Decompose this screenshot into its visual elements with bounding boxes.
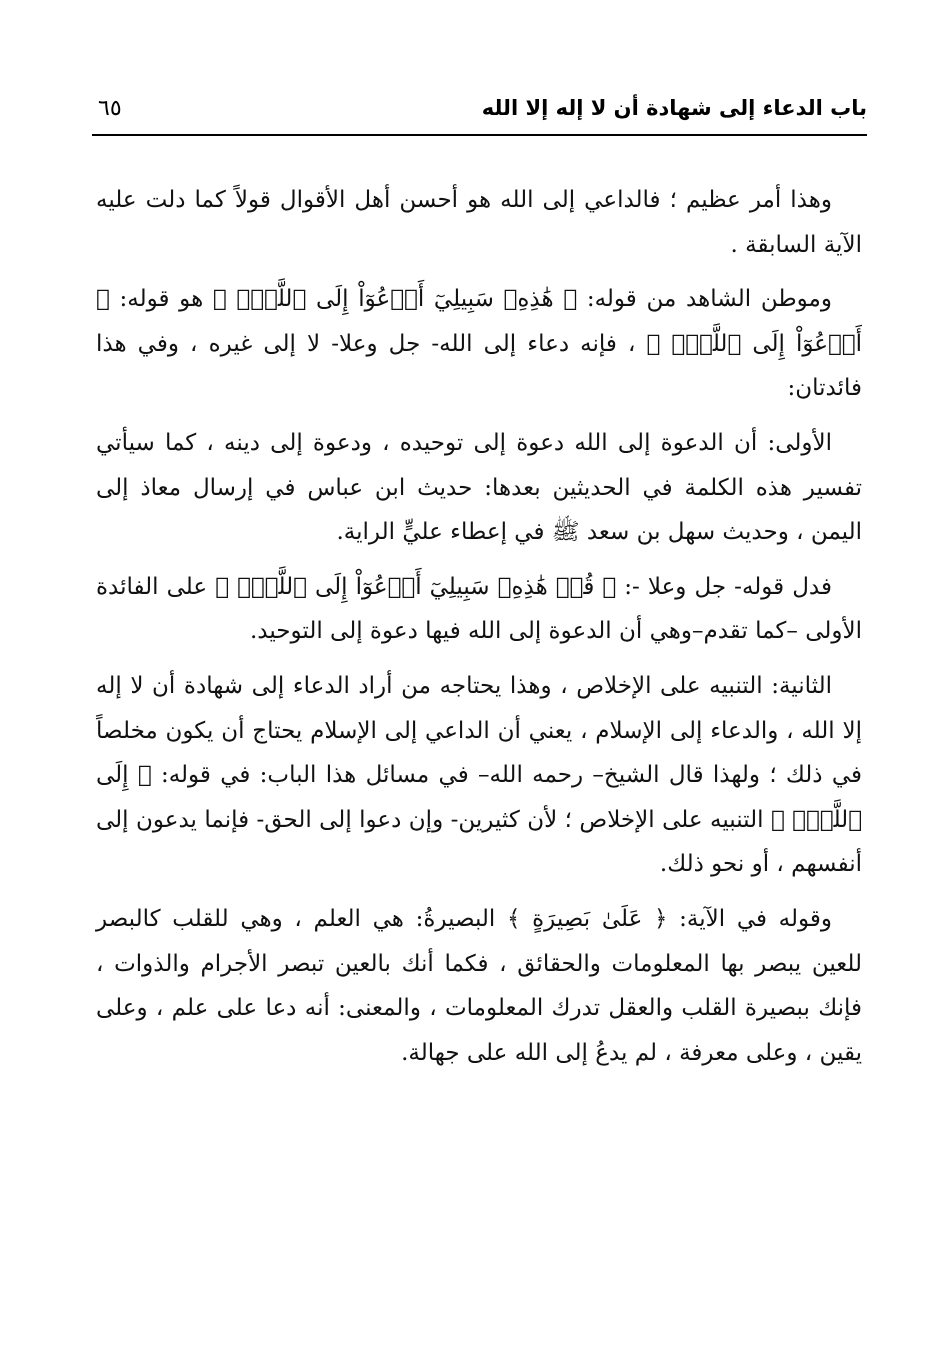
- text-run: الثانية: التنبيه على الإخلاص ، وهذا يحتاجه من أراد الدعاء إلى شهادة أن لا إله إلا الله ، والدعاء إلى الإسلام ، يعني أن الداعي إلى الإسلام يحتاج أن يكون مخلصاً في ذلك ؛ ولهذا قال الشيخ– رحمه الله– في مسائل هذا الباب: في قوله:: [96, 672, 863, 789]
- page-header: [92, 88, 867, 134]
- text-run: وهذا أمر عظيم ؛ فالداعي إلى الله هو أحسن أهل الأقوال قولاً كما دلت عليه الآية السابقة .: [96, 187, 862, 258]
- text-run: التنبيه على الإخلاص ؛ لأن كثيرين- وإن دعوا إلى الحق- فإنما يدعون إلى أنفسهم ، أو نحو ذلك.: [96, 806, 862, 878]
- text-run: وقوله في الآية:: [667, 905, 832, 932]
- text-run: فدل قوله- جل وعلا -:: [616, 573, 832, 600]
- quran-verse: ﴿ هَٰذِهِۦ سَبِيلِيٓ أَدۡعُوٓاْ إِلَى ٱللَّهِۚ ﴾: [212, 286, 578, 313]
- page-number: ٦٥: [98, 96, 122, 121]
- quran-verse: ﴿ عَلَىٰ بَصِيرَةٍ ﴾: [506, 905, 668, 932]
- paragraph-6: [96, 897, 862, 1075]
- chapter-title: باب الدعاء إلى شهادة أن لا إله إلا الله: [481, 96, 867, 120]
- text-run: هو قوله:: [109, 286, 213, 313]
- text-run: وموطن الشاهد من قوله:: [577, 286, 832, 313]
- header-divider: [92, 134, 867, 136]
- quran-verse: ﴿ أَدۡعُوٓاْ إِلَى ٱللَّهِۚ ﴾: [96, 286, 862, 357]
- text-run: البصيرةُ: هي العلم ، وهي للقلب كالبصر للعين يبصر بها المعلومات والحقائق ، فكما أنك بالعين تبصر الأجرام والذوات ، فإنك ببصيرة القلب والعقل تدرك المعلومات ، والمعنى: أنه دعا على علم ، وعلى يقين ، وعلى معرفة ، لم يدعُ إلى الله على جهالة.: [96, 905, 862, 1066]
- main-text: [96, 178, 862, 1085]
- text-run: الأولى: أن الدعوة إلى الله دعوة إلى توحيده ، ودعوة إلى دينه ، كما سيأتي تفسير هذه الكلمة في الحديثين بعدها: حديث ابن عباس في إرسال معاذ إلى اليمن ، وحديث سهل بن سعد ﷺ في إعطاء عليٍّ الراية.: [96, 429, 862, 546]
- paragraph-1: [96, 178, 862, 267]
- quran-verse: ﴿ قُلۡ هَٰذِهِۦ سَبِيلِيٓ أَدۡعُوٓاْ إِلَى ٱللَّهِۚ ﴾: [215, 573, 617, 600]
- quran-verse: ﴿ إِلَى ٱللَّهِۚ ﴾: [96, 762, 862, 833]
- paragraph-3: [96, 421, 862, 555]
- paragraph-5: [96, 664, 862, 887]
- paragraph-2: [96, 277, 862, 411]
- paragraph-4: [96, 565, 862, 654]
- text-run: على الفائدة الأولى –كما تقدم–وهي أن الدعوة إلى الله فيها دعوة إلى التوحيد.: [96, 573, 862, 645]
- text-run: ، فإنه دعاء إلى الله- جل وعلا- لا إلى غيره ، وفي هذا فائدتان:: [96, 330, 862, 402]
